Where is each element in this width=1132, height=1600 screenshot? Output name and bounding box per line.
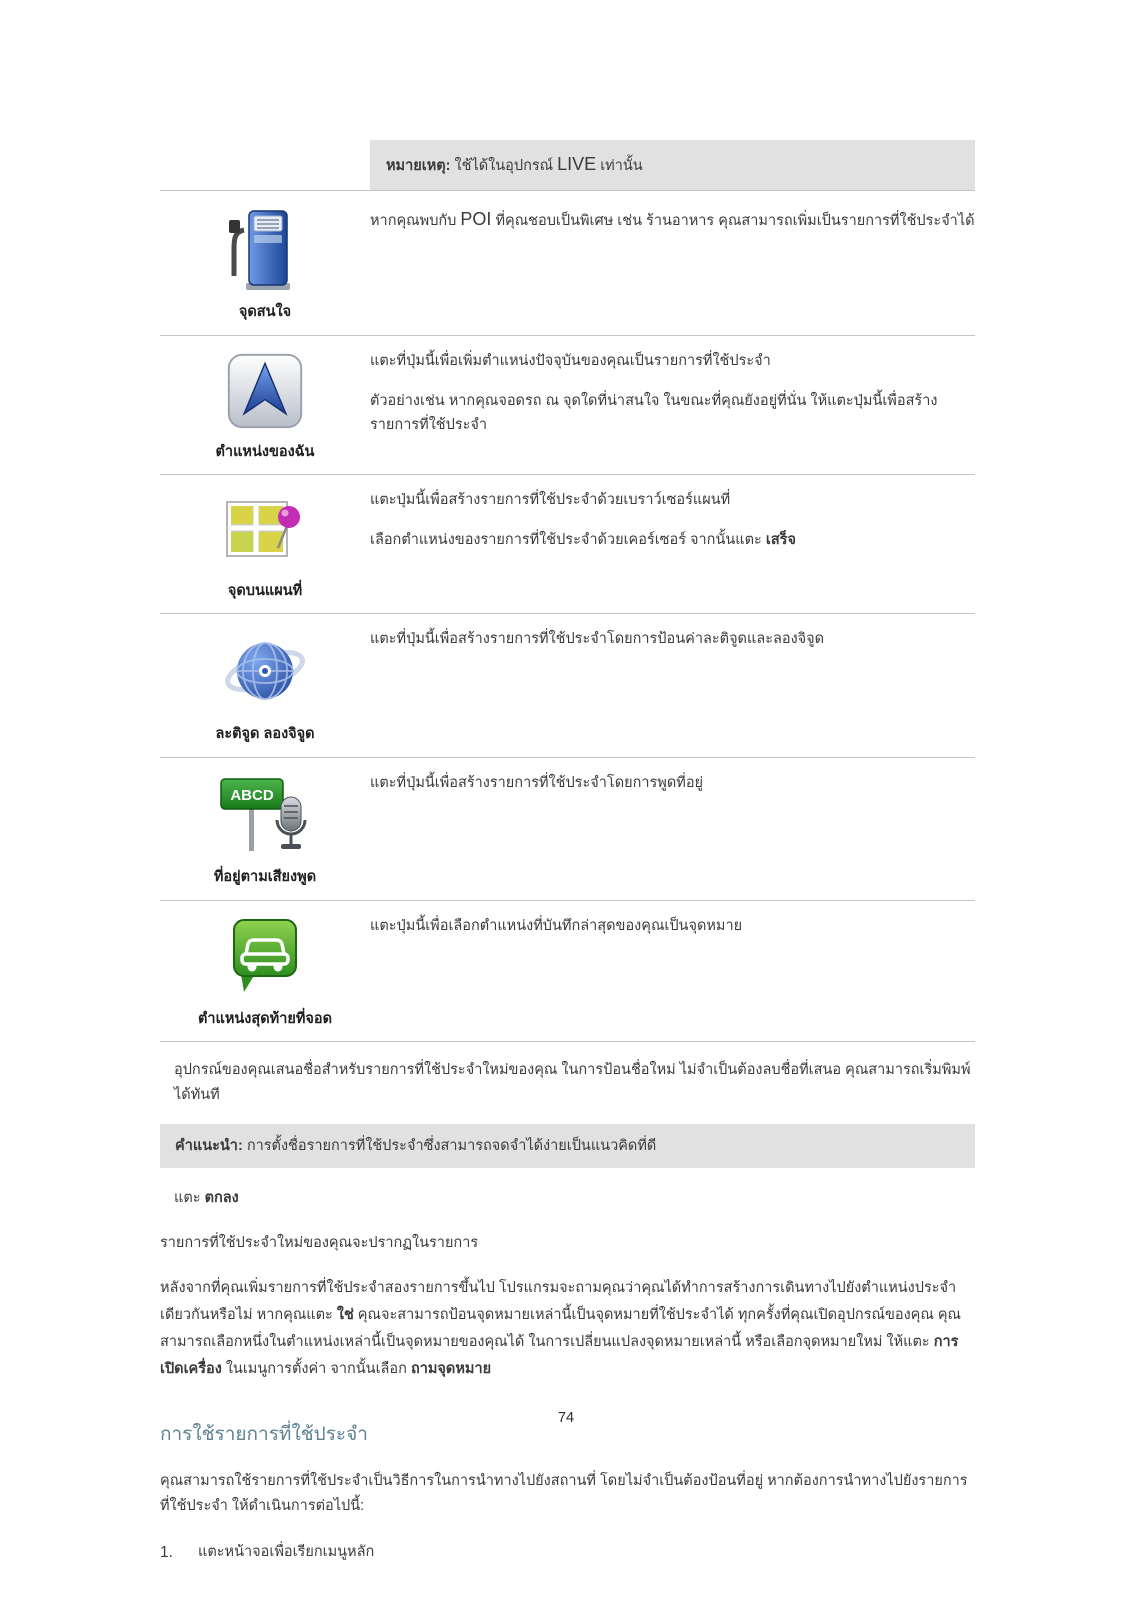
list-number: 1. bbox=[160, 1544, 173, 1562]
row-label: ตำแหน่งของฉัน bbox=[215, 443, 315, 460]
row-label: จุดบนแผนที่ bbox=[227, 582, 303, 599]
ordered-list-item bbox=[160, 1540, 975, 1566]
paragraph: แตะที่ปุ่มนี้เพื่อสร้างรายการที่ใช้ประจำโดยการป้อนค่าละติจูดและลองจิจูด bbox=[370, 631, 825, 648]
row-text bbox=[370, 614, 975, 756]
table-row bbox=[160, 758, 975, 901]
row-label: จุดสนใจ bbox=[238, 304, 292, 321]
abcd-sign-text: ABCD bbox=[230, 786, 274, 804]
street-sign-microphone-icon bbox=[219, 773, 311, 866]
row-text bbox=[370, 758, 975, 900]
list-text: แตะหน้าจอเพื่อเรียกเมนูหลัก bbox=[198, 1544, 375, 1561]
paragraph: เลือกตำแหน่งของรายการที่ใช้ประจำด้วยเคอร์เซอร์ จากนั้นแตะ เสร็จ bbox=[370, 531, 796, 548]
tip-box: คำแนะนำ: การตั้งชื่อรายการที่ใช้ประจำซึ่งสามารถจดจำได้ง่ายเป็นแนวคิดที่ดี bbox=[160, 1124, 975, 1169]
row-text bbox=[370, 191, 975, 335]
paragraph: แตะปุ่มนี้เพื่อสร้างรายการที่ใช้ประจำด้วยเบราว์เซอร์แผนที่ bbox=[370, 492, 731, 509]
row-label-column bbox=[160, 191, 370, 335]
paragraph: แตะที่ปุ่มนี้เพื่อเพิ่มตำแหน่งปัจจุบันของคุณเป็นรายการที่ใช้ประจำ bbox=[370, 352, 771, 369]
parked-car-sign-icon bbox=[225, 916, 305, 1007]
table-row bbox=[160, 191, 975, 336]
paragraph: หากคุณพบกับ POI ที่คุณชอบเป็นพิเศษ เช่น ร้านอาหาร คุณสามารถเพิ่มเป็นรายการที่ใช้ประจำได้ bbox=[370, 208, 975, 229]
section-heading: การใช้รายการที่ใช้ประจำ bbox=[160, 1423, 368, 1445]
paragraph: หลังจากที่คุณเพิ่มรายการที่ใช้ประจำสองรายการขึ้นไป โปรแกรมจะถามคุณว่าคุณได้ทำการสร้างการเดินทางไปยังตำแหน่งประจำเดียวกันหรือไม่ หากคุณแตะ ใช่ คุณจะสามารถป้อนจุดหมายเหล่านี้เป็นจุดหมายที่ใช้ประจำได้ ทุกครั้งที่คุณเปิดอุปกรณ์ของคุณ คุณสามารถเลือกหนึ่งในตำแหน่งเหล่านี้เป็นจุดหมายของคุณได้ ในการเปลี่ยนแปลงจุดหมายเหล่านี้ หรือเลือกจุดหมายใหม่ ให้แตะ การเปิดเครื่อง ในเมนูการตั้งค่า จากนั้นเลือก ถามจุดหมาย bbox=[160, 1280, 961, 1377]
page-number: 74 bbox=[557, 1410, 575, 1426]
paragraph: ตัวอย่างเช่น หากคุณจอดรถ ณ จุดใดที่น่าสนใจ ในขณะที่คุณยังอยู่ที่นั่น ให้แตะปุ่มนี้เพื่อสร้างรายการที่ใช้ประจำ bbox=[370, 392, 938, 434]
map-with-pin-icon bbox=[221, 490, 309, 579]
paragraph: แตะปุ่มนี้เพื่อเลือกตำแหน่งที่บันทึกล่าสุดของคุณเป็นจุดหมาย bbox=[370, 918, 743, 934]
row-text bbox=[370, 901, 975, 1041]
note-box: หมายเหตุ: ใช้ได้ในอุปกรณ์ LIVE เท่านั้น bbox=[370, 140, 975, 190]
paragraph: คุณสามารถใช้รายการที่ใช้ประจำเป็นวิธีการในการนำทางไปยังสถานที่ โดยไม่จำเป็นต้องป้อนที่อยู่ หากต้องการนำทางไปยังรายการที่ใช้ประจำ ให้ดำเนินการต่อไปนี้: bbox=[160, 1473, 968, 1514]
row-label: ละติจูด ลองจิจูด bbox=[215, 726, 315, 743]
paragraph: รายการที่ใช้ประจำใหม่ของคุณจะปรากฏในรายการ bbox=[160, 1234, 479, 1251]
fuel-pump-icon bbox=[226, 206, 304, 301]
table-row bbox=[160, 614, 975, 757]
row-label-column bbox=[160, 758, 370, 900]
row-label: ตำแหน่งสุดท้ายที่จอด bbox=[197, 1010, 333, 1027]
table-row bbox=[160, 901, 975, 1042]
row-text bbox=[370, 475, 975, 613]
table-row bbox=[160, 475, 975, 614]
row-label-column bbox=[160, 614, 370, 756]
tap-ok-line: แตะ ตกลง bbox=[174, 1190, 239, 1207]
paragraph: อุปกรณ์ของคุณเสนอชื่อสำหรับรายการที่ใช้ประจำใหม่ของคุณ ในการป้อนชื่อใหม่ ไม่จำเป็นต้องลบชื่อที่เสนอ คุณสามารถเริ่มพิมพ์ได้ทันที bbox=[174, 1062, 971, 1103]
row-label: ที่อยู่ตามเสียงพูด bbox=[213, 869, 317, 886]
paragraph: แตะที่ปุ่มนี้เพื่อสร้างรายการที่ใช้ประจำโดยการพูดที่อยู่ bbox=[370, 774, 704, 791]
row-label-column bbox=[160, 336, 370, 474]
row-text bbox=[370, 336, 975, 474]
favourites-table bbox=[160, 190, 975, 1043]
globe-icon bbox=[223, 629, 307, 722]
row-label-column bbox=[160, 475, 370, 613]
table-row bbox=[160, 336, 975, 475]
row-label-column bbox=[160, 901, 370, 1041]
page-content bbox=[160, 0, 975, 1567]
navigation-arrow-icon bbox=[225, 351, 305, 440]
